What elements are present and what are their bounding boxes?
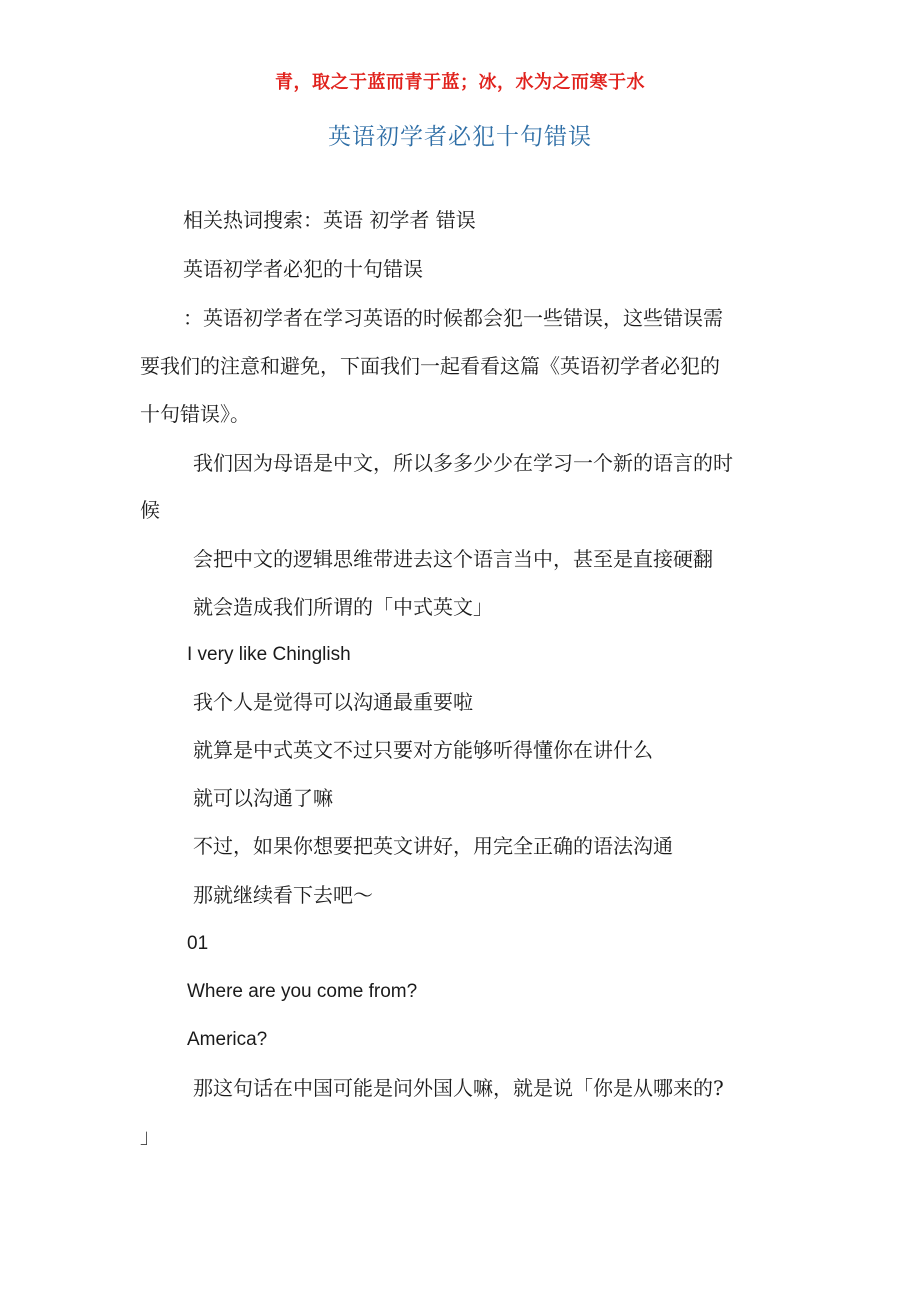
paragraph-line: Where are you come from? (187, 981, 418, 1002)
paragraph-line: 」 (140, 1124, 160, 1148)
paragraph-line: 就算是中式英文不过只要对方能够听得懂你在讲什么 (193, 738, 653, 762)
paragraph-line: 那就继续看下去吧～ (193, 883, 373, 907)
paragraph-line: America? (187, 1029, 268, 1050)
paragraph-line: 会把中文的逻辑思维带进去这个语言当中，甚至是直接硬翻 (193, 547, 713, 571)
paragraph-line: 我个人是觉得可以沟通最重要啦 (193, 690, 473, 714)
section-number: 01 (187, 933, 209, 954)
paragraph-line: 就会造成我们所谓的「中式英文」 (193, 595, 493, 619)
paragraph-line: I very like Chinglish (187, 644, 351, 665)
paragraph-line: 候 (140, 498, 160, 522)
motto-header: 青，取之于蓝而青于蓝；冰，水为之而寒于水 (275, 72, 645, 93)
keywords-line: 相关热词搜索：英语 初学者 错误 (183, 208, 476, 232)
paragraph-line: ：英语初学者在学习英语的时候都会犯一些错误，这些错误需 (183, 306, 723, 330)
paragraph-line: 我们因为母语是中文，所以多多少少在学习一个新的语言的时 (193, 451, 733, 475)
paragraph-line: 就可以沟通了嘛 (193, 786, 333, 810)
paragraph-line: 那这句话在中国可能是问外国人嘛，就是说「你是从哪来的? (193, 1076, 724, 1100)
paragraph-line: 十句错误》。 (140, 402, 250, 426)
subtitle-line: 英语初学者必犯的十句错误 (183, 257, 423, 281)
paragraph-line: 要我们的注意和避免，下面我们一起看看这篇《英语初学者必犯的 (140, 354, 720, 378)
document-title: 英语初学者必犯十句错误 (328, 124, 592, 150)
paragraph-line: 不过，如果你想要把英文讲好，用完全正确的语法沟通 (193, 834, 673, 858)
